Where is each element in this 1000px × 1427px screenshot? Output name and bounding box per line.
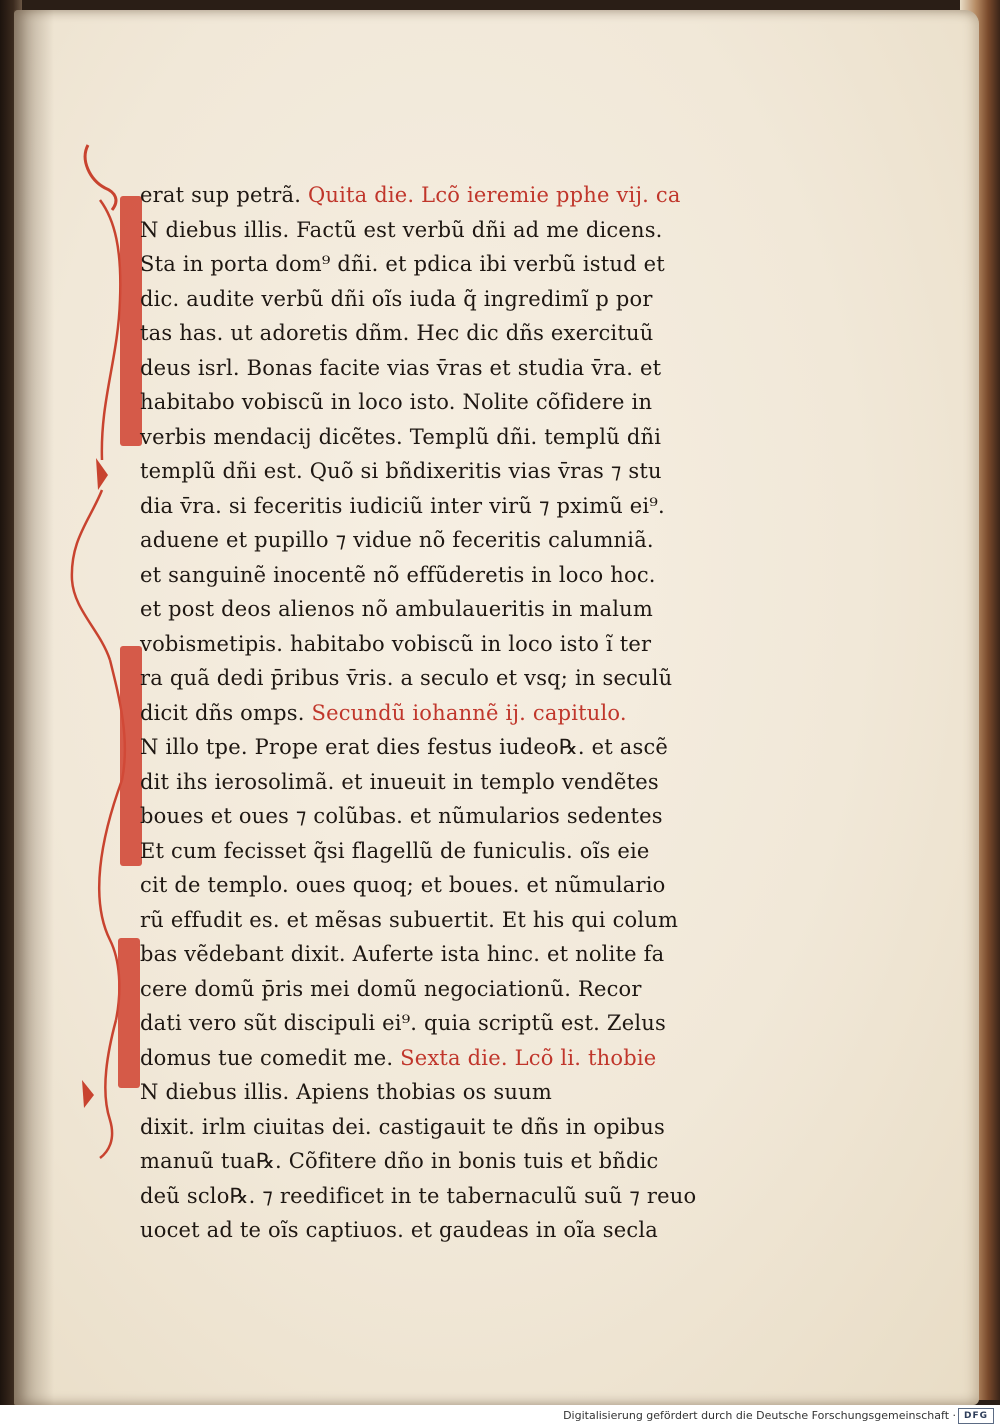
initial-I-third <box>118 938 140 1088</box>
text-line: cit de templo. oues quoq; et boues. et nũmulario <box>140 873 666 897</box>
text-line: rũ effudit es. et mẽsas subuertit. Et his qui colum <box>140 907 679 932</box>
dfg-logo: DFG <box>958 1408 994 1424</box>
text-line: N diebus illis. Factũ est verbũ dñi ad me dicens. <box>140 217 663 242</box>
text-line: N diebus illis. Apiens thobias os suum <box>140 1080 552 1104</box>
text-column <box>140 178 700 1248</box>
text-line: dixit. irlm ciuitas dei. castigauit te dñs in opibus <box>140 1114 665 1139</box>
text-line: manuũ tua℞. Cõfitere dño in bonis tuis et bñdic <box>140 1149 659 1173</box>
text-line: verbis mendacij dicẽtes. Templũ dñi. templũ dñi <box>140 424 662 449</box>
text-line: dic. audite verbũ dñi oĩs iuda q̃ ingredimĩ p por <box>140 286 653 311</box>
text-line: erat sup petrã. Quita die. Lcõ ieremie pphe vij. ca <box>140 183 681 207</box>
text-line: dicit dñs omps. Secundũ iohannẽ ij. capitulo. <box>140 700 627 725</box>
text-line: Et cum fecisset q̃si flagellũ de funiculis. oĩs eie <box>140 838 650 863</box>
text-line: boues et oues ⁊ colũbas. et nũmularios sedentes <box>140 804 663 828</box>
text-line: ra quã dedi p̄ribus v̄ris. a seculo et vsq; in seculũ <box>140 666 673 690</box>
text-line: uocet ad te oĩs captiuos. et gaudeas in oĩa secla <box>140 1218 658 1242</box>
text-line: cere domũ p̄ris mei domũ negociationũ. Recor <box>140 976 642 1001</box>
text-line: deũ sclo℞. ⁊ reedificet in te tabernaculũ suũ ⁊ reuo <box>140 1183 697 1208</box>
text-line: dati vero sũt discipuli ei⁹. quia scriptũ est. Zelus <box>140 1011 666 1035</box>
text-line: templũ dñi est. Quõ si bñdixeritis vias v̄ras ⁊ stu <box>140 459 662 483</box>
text-line: et post deos alienos nõ ambulaueritis in malum <box>140 597 653 621</box>
text-line: deus isrl. Bonas facite vias v̄ras et studia v̄ra. et <box>140 355 662 380</box>
text-line: et sanguinẽ inocentẽ nõ effũderetis in loco hoc. <box>140 562 656 587</box>
text-line: habitabo vobiscũ in loco isto. Nolite cõfidere in <box>140 390 653 414</box>
text-line: tas has. ut adoretis dñm. Hec dic dñs exercituũ <box>140 321 654 345</box>
initial-I-first <box>120 196 142 446</box>
text-line: dia v̄ra. si feceritis iudiciũ inter virũ ⁊ pximũ ei⁹. <box>140 493 665 518</box>
text-line: domus tue comedit me. Sexta die. Lcõ li. thobie <box>140 1045 657 1070</box>
text-line: N illo tpe. Prope erat dies festus iudeo℞. et ascẽ <box>140 735 669 759</box>
page-gutter-shadow <box>14 10 54 1405</box>
text-line: vobismetipis. habitabo vobiscũ in loco isto ĩ ter <box>140 631 652 656</box>
text-line: Sta in porta dom⁹ dñi. et pdica ibi verbũ istud et <box>140 252 665 276</box>
initial-I-second <box>120 646 142 866</box>
text-line: bas vẽdebant dixit. Auferte ista hinc. et nolite fa <box>140 942 665 966</box>
text-line: aduene et pupillo ⁊ vidue nõ feceritis calumniã. <box>140 528 654 552</box>
funding-credit: Digitalisierung gefördert durch die Deutsche Forschungsgemeinschaft · <box>563 1409 956 1422</box>
text-line: dit ihs ierosolimã. et inueuit in templo vendẽtes <box>140 769 659 794</box>
